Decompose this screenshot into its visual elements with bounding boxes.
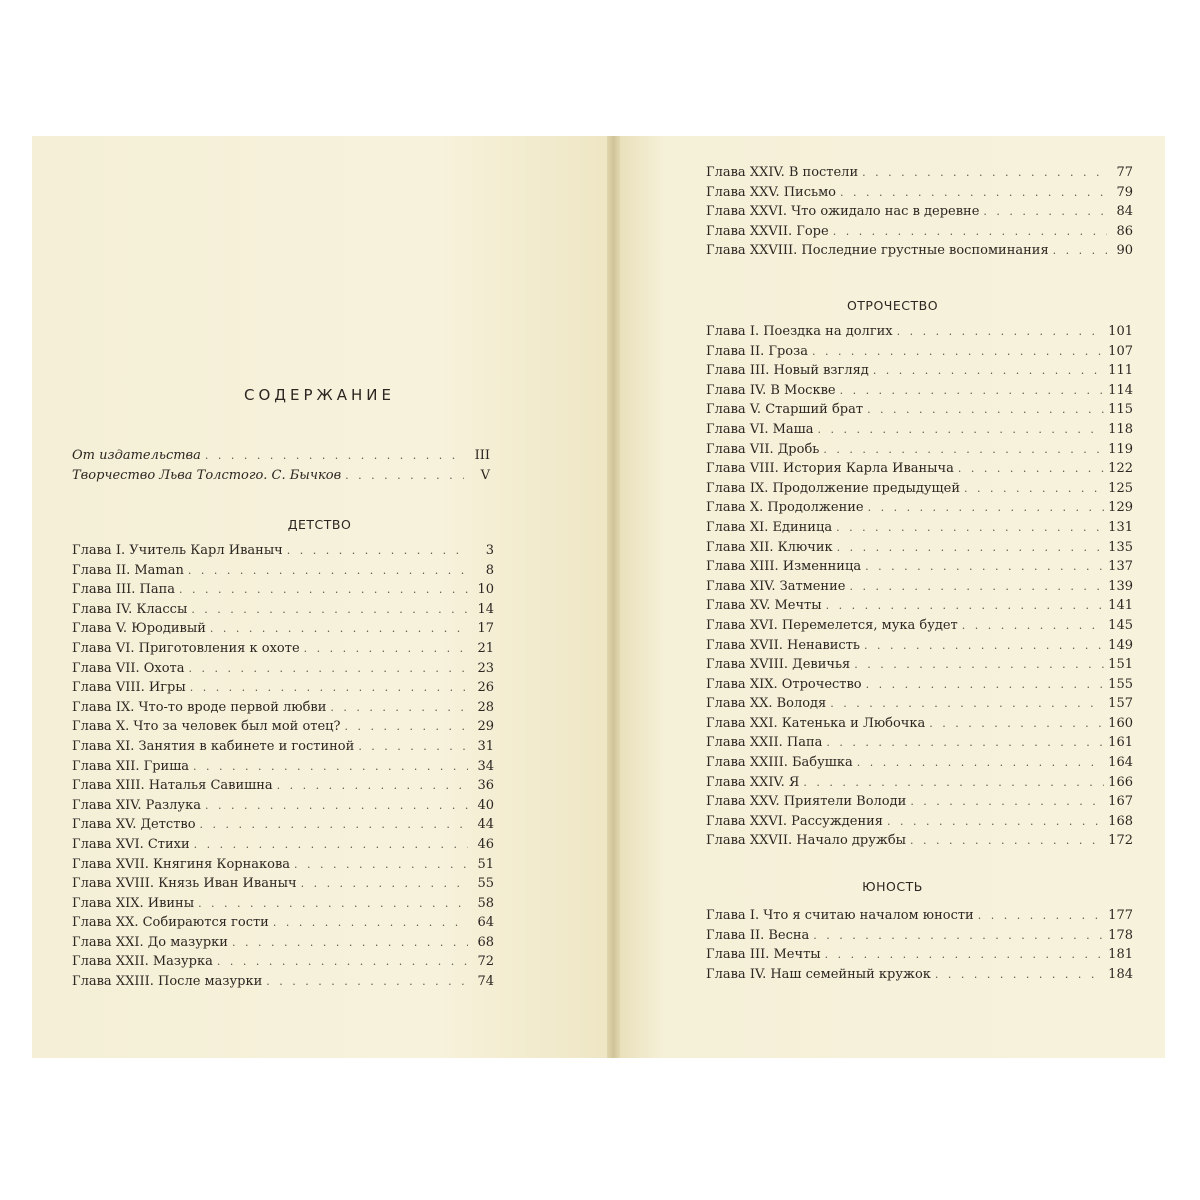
entry-title: Глава VII. Охота xyxy=(72,660,185,676)
leader-dots xyxy=(273,913,468,933)
toc-entry xyxy=(706,694,1133,714)
entry-page: 131 xyxy=(1108,519,1133,535)
entry-title: Глава XXI. До мазурки xyxy=(72,934,228,950)
leader-dots xyxy=(266,972,468,992)
leader-dots xyxy=(200,815,468,835)
entry-page: 51 xyxy=(477,856,494,872)
toc-entry xyxy=(706,906,1133,926)
toc-entry xyxy=(706,753,1133,773)
leader-dots xyxy=(1053,241,1107,261)
entry-page: 155 xyxy=(1108,676,1133,692)
leader-dots xyxy=(210,619,468,639)
leader-dots xyxy=(826,596,1105,616)
entry-page: 44 xyxy=(477,817,494,833)
entry-page: 17 xyxy=(477,621,494,637)
entry-page: 178 xyxy=(1108,927,1133,943)
section-title-detstvo: ДЕТСТВО xyxy=(287,517,352,532)
toc-entry xyxy=(706,342,1133,362)
entry-title: Глава XVII. Ненависть xyxy=(706,637,860,653)
toc-entry xyxy=(706,322,1133,342)
toc-entry xyxy=(706,945,1133,965)
leader-dots xyxy=(304,639,468,659)
entry-title: Глава III. Папа xyxy=(72,582,175,598)
entry-title: Глава XXI. Катенька и Любочка xyxy=(706,715,926,731)
entry-title: Глава XIII. Изменница xyxy=(706,559,862,575)
entry-page: 135 xyxy=(1108,539,1133,555)
left-page xyxy=(32,136,607,1058)
toc-entry xyxy=(706,361,1133,381)
leader-dots xyxy=(840,381,1105,401)
entry-title: Глава XII. Гриша xyxy=(72,758,190,774)
entry-title: Глава IX. Что-то вроде первой любви xyxy=(72,699,327,715)
entry-page: 184 xyxy=(1108,966,1133,982)
right-page xyxy=(620,136,1165,1058)
section-title-yunost: ЮНОСТЬ xyxy=(862,879,923,894)
toc-entry xyxy=(72,600,494,620)
entry-title: Глава XV. Мечты xyxy=(706,598,822,614)
entry-page: 28 xyxy=(477,699,494,715)
entry-page: 139 xyxy=(1108,578,1133,594)
leader-dots xyxy=(854,655,1104,675)
entry-title: Глава XIV. Затмение xyxy=(706,578,846,594)
toc-entry xyxy=(706,538,1133,558)
toc-entry xyxy=(706,616,1133,636)
entry-title: Глава XI. Занятия в кабинете и гостиной xyxy=(72,738,355,754)
entry-title: Глава II. Гроза xyxy=(706,343,808,359)
toc-entry xyxy=(72,737,494,757)
leader-dots xyxy=(836,518,1104,538)
entry-title: Глава XVIII. Князь Иван Иваныч xyxy=(72,876,297,892)
entry-title: Глава XXVI. Рассуждения xyxy=(706,813,884,829)
entry-page: 119 xyxy=(1108,441,1133,457)
toc-entry xyxy=(706,733,1133,753)
leader-dots xyxy=(232,933,468,953)
entry-title: Глава XVIII. Девичья xyxy=(706,657,851,673)
leader-dots xyxy=(803,773,1104,793)
toc-entry xyxy=(72,835,494,855)
leader-dots xyxy=(287,541,468,561)
chapter-list-detstvo xyxy=(72,541,494,992)
entry-page: 141 xyxy=(1108,598,1133,614)
leader-dots xyxy=(812,342,1104,362)
leader-dots xyxy=(830,694,1104,714)
section-title-otrochestvo: ОТРОЧЕСТВО xyxy=(846,298,939,313)
entry-title: Глава III. Мечты xyxy=(706,947,821,963)
entry-title: Глава IX. Продолжение предыдущей xyxy=(706,480,960,496)
entry-page: 34 xyxy=(477,758,494,774)
entry-page: 122 xyxy=(1108,461,1133,477)
entry-title: Творчество Льва Толстого. С. Бычков xyxy=(72,467,342,483)
entry-page: 168 xyxy=(1108,813,1133,829)
entry-title: Глава XX. Собираются гости xyxy=(72,915,269,931)
toc-entry xyxy=(706,222,1133,242)
entry-title: Глава XXIII. Бабушка xyxy=(706,755,853,771)
entry-page: V xyxy=(480,467,490,483)
leader-dots xyxy=(193,757,468,777)
entry-title: Глава XVI. Стихи xyxy=(72,836,190,852)
leader-dots xyxy=(897,322,1105,342)
entry-title: Глава XIX. Ивины xyxy=(72,895,195,911)
toc-entry xyxy=(72,619,494,639)
toc-entry xyxy=(706,926,1133,946)
leader-dots xyxy=(849,577,1104,597)
entry-page: 31 xyxy=(477,738,494,754)
leader-dots xyxy=(910,792,1104,812)
leader-dots xyxy=(887,812,1104,832)
toc-entry xyxy=(706,773,1133,793)
toc-entry xyxy=(72,639,494,659)
entry-title: Глава XIV. Разлука xyxy=(72,797,201,813)
chapter-list-yunost xyxy=(706,906,1133,984)
entry-title: Глава VI. Приготовления к охоте xyxy=(72,640,300,656)
entry-title: Глава XXVIII. Последние грустные воспоминания xyxy=(706,243,1049,259)
entry-page: 40 xyxy=(477,797,494,813)
toc-entry xyxy=(706,400,1133,420)
leader-dots xyxy=(962,616,1104,636)
leader-dots xyxy=(813,926,1104,946)
toc-entry xyxy=(706,577,1133,597)
entry-title: Глава V. Юродивый xyxy=(72,621,206,637)
entry-title: Глава XVII. Княгиня Корнакова xyxy=(72,856,291,872)
entry-title: Глава VIII. Игры xyxy=(72,680,186,696)
leader-dots xyxy=(294,855,468,875)
leader-dots xyxy=(818,420,1105,440)
entry-title: Глава II. Весна xyxy=(706,927,810,943)
entry-page: 125 xyxy=(1108,480,1133,496)
entry-page: 107 xyxy=(1108,343,1133,359)
entry-page: 115 xyxy=(1108,402,1133,418)
entry-page: 101 xyxy=(1108,324,1133,339)
entry-title: Глава X. Продолжение xyxy=(706,500,864,516)
toc-entry xyxy=(72,855,494,875)
leader-dots xyxy=(198,894,468,914)
leader-dots xyxy=(205,446,464,466)
leader-dots xyxy=(823,440,1104,460)
entry-title: От издательства xyxy=(72,448,201,463)
entry-title: Глава XII. Ключик xyxy=(706,539,833,555)
toc-entry xyxy=(72,796,494,816)
leader-dots xyxy=(862,163,1107,183)
toc-entry xyxy=(706,202,1133,222)
toc-entry xyxy=(706,714,1133,734)
toc-entry xyxy=(706,596,1133,616)
entry-page: 21 xyxy=(477,640,494,656)
entry-page: 172 xyxy=(1108,833,1133,849)
entry-title: Глава XXVII. Горе xyxy=(706,223,829,239)
entry-page: 160 xyxy=(1108,715,1133,731)
leader-dots xyxy=(964,479,1104,499)
leader-dots xyxy=(868,498,1105,518)
entry-title: Глава XXVI. Что ожидало нас в деревне xyxy=(706,204,980,220)
leader-dots xyxy=(194,835,468,855)
entry-page: 64 xyxy=(477,915,494,931)
toc-entry xyxy=(72,894,494,914)
entry-page: 177 xyxy=(1108,908,1133,923)
leader-dots xyxy=(929,714,1104,734)
toc-entry xyxy=(72,776,494,796)
leader-dots xyxy=(358,737,468,757)
entry-title: Глава VIII. История Карла Иваныча xyxy=(706,461,954,477)
toc-entry xyxy=(706,498,1133,518)
leader-dots xyxy=(179,580,468,600)
toc-entry xyxy=(706,831,1133,851)
entry-title: Глава XI. Единица xyxy=(706,519,833,535)
toc-entry xyxy=(706,241,1133,261)
entry-page: 77 xyxy=(1116,165,1133,180)
entry-title: Глава XV. Детство xyxy=(72,817,196,833)
entry-page: 46 xyxy=(477,836,494,852)
leader-dots xyxy=(867,400,1104,420)
leader-dots xyxy=(837,538,1105,558)
entry-page: 14 xyxy=(477,601,494,617)
toc-entry xyxy=(706,675,1133,695)
leader-dots xyxy=(857,753,1104,773)
book-gutter xyxy=(607,136,620,1058)
entry-title: Глава XIII. Наталья Савишна xyxy=(72,778,273,794)
entry-page: 129 xyxy=(1108,500,1133,516)
toc-entry xyxy=(72,972,494,992)
leader-dots xyxy=(958,459,1104,479)
leader-dots xyxy=(983,202,1107,222)
entry-title: Глава XVI. Перемелется, мука будет xyxy=(706,617,958,633)
entry-title: Глава I. Учитель Карл Иваныч xyxy=(72,543,283,558)
entry-page: 10 xyxy=(477,582,494,598)
entry-title: Глава XXIV. Я xyxy=(706,774,800,790)
entry-page: 26 xyxy=(477,680,494,696)
entry-page: 58 xyxy=(477,895,494,911)
leader-dots xyxy=(345,717,469,737)
toc-entry xyxy=(72,698,494,718)
entry-title: Глава XXV. Приятели Володи xyxy=(706,794,907,810)
entry-page: 29 xyxy=(477,719,494,735)
leader-dots xyxy=(826,733,1104,753)
entry-title: Глава XXII. Мазурка xyxy=(72,954,213,970)
toc-entry xyxy=(72,580,494,600)
entry-title: Глава XXV. Письмо xyxy=(706,184,837,200)
entry-page: 164 xyxy=(1108,755,1133,771)
leader-dots xyxy=(189,659,469,679)
toc-entry xyxy=(706,557,1133,577)
entry-page: 145 xyxy=(1108,617,1133,633)
entry-page: 157 xyxy=(1108,696,1133,712)
entry-title: Глава III. Новый взгляд xyxy=(706,363,869,379)
entry-page: 149 xyxy=(1108,637,1133,653)
toc-entry xyxy=(706,440,1133,460)
entry-page: 166 xyxy=(1108,774,1133,790)
entry-page: 68 xyxy=(477,934,494,950)
toc-entry xyxy=(706,381,1133,401)
entry-page: 137 xyxy=(1108,559,1133,575)
toc-entry xyxy=(72,446,490,466)
entry-title: Глава XXII. Папа xyxy=(706,735,823,751)
toc-entry xyxy=(72,952,494,972)
entry-page: 8 xyxy=(485,562,494,578)
toc-entry xyxy=(72,659,494,679)
leader-dots xyxy=(301,874,468,894)
entry-title: Глава IV. Наш семейный кружок xyxy=(706,966,931,982)
entry-page: 118 xyxy=(1108,421,1133,437)
toc-entry xyxy=(72,561,494,581)
leader-dots xyxy=(840,183,1107,203)
toc-entry xyxy=(72,757,494,777)
chapter-list-detstvo-continued xyxy=(706,163,1133,261)
entry-title: Глава XX. Володя xyxy=(706,696,827,712)
leader-dots xyxy=(978,906,1104,926)
toc-entry xyxy=(706,163,1133,183)
leader-dots xyxy=(277,776,468,796)
leader-dots xyxy=(935,965,1104,985)
leader-dots xyxy=(825,945,1105,965)
entry-page: 55 xyxy=(477,876,494,892)
entry-page: 151 xyxy=(1108,657,1133,673)
leader-dots xyxy=(188,561,468,581)
toc-entry xyxy=(706,183,1133,203)
entry-page: 23 xyxy=(477,660,494,676)
entry-title: Глава XXVII. Начало дружбы xyxy=(706,833,907,849)
leader-dots xyxy=(833,222,1107,242)
leader-dots xyxy=(330,698,468,718)
leader-dots xyxy=(190,678,468,698)
entry-page: 3 xyxy=(485,543,494,558)
entry-page: 74 xyxy=(477,974,494,990)
leader-dots xyxy=(345,466,464,486)
toc-entry xyxy=(72,466,490,486)
entry-page: 111 xyxy=(1108,363,1133,379)
toc-entry xyxy=(72,717,494,737)
entry-title: Глава XXIV. В постели xyxy=(706,165,859,180)
front-matter-list xyxy=(72,446,490,485)
toc-entry xyxy=(706,518,1133,538)
entry-page: 86 xyxy=(1116,223,1133,239)
toc-entry xyxy=(706,459,1133,479)
toc-entry xyxy=(72,815,494,835)
toc-entry xyxy=(72,933,494,953)
entry-page: 167 xyxy=(1108,794,1133,810)
leader-dots xyxy=(873,361,1104,381)
toc-entry xyxy=(706,965,1133,985)
entry-title: Глава X. Что за человек был мой отец? xyxy=(72,719,341,735)
entry-title: Глава IV. Классы xyxy=(72,601,188,617)
entry-page: 36 xyxy=(477,778,494,794)
entry-title: Глава XIX. Отрочество xyxy=(706,676,862,692)
toc-entry xyxy=(72,678,494,698)
entry-title: Глава VI. Маша xyxy=(706,421,814,437)
leader-dots xyxy=(191,600,468,620)
leader-dots xyxy=(205,796,468,816)
entry-page: 84 xyxy=(1116,204,1133,220)
entry-page: 114 xyxy=(1108,382,1133,398)
leader-dots xyxy=(864,636,1104,656)
toc-entry xyxy=(706,636,1133,656)
entry-page: 181 xyxy=(1108,947,1133,963)
toc-entry xyxy=(72,541,494,561)
leader-dots xyxy=(866,675,1105,695)
leader-dots xyxy=(217,952,468,972)
entry-page: 90 xyxy=(1116,243,1133,259)
leader-dots xyxy=(910,831,1104,851)
toc-entry xyxy=(72,913,494,933)
entry-title: Глава II. Maman xyxy=(72,562,184,578)
chapter-list-otrochestvo xyxy=(706,322,1133,851)
toc-entry xyxy=(706,479,1133,499)
entry-title: Глава V. Старший брат xyxy=(706,402,864,418)
entry-page: 72 xyxy=(477,954,494,970)
toc-entry xyxy=(72,874,494,894)
entry-title: Глава VII. Дробь xyxy=(706,441,820,457)
entry-title: Глава XXIII. После мазурки xyxy=(72,974,263,990)
toc-entry xyxy=(706,655,1133,675)
entry-page: 79 xyxy=(1116,184,1133,200)
entry-title: Глава I. Поездка на долгих xyxy=(706,324,893,339)
toc-entry xyxy=(706,792,1133,812)
leader-dots xyxy=(865,557,1104,577)
contents-title: СОДЕРЖАНИЕ xyxy=(244,386,395,404)
entry-page: 161 xyxy=(1108,735,1133,751)
entry-title: Глава I. Что я считаю началом юности xyxy=(706,908,974,923)
entry-title: Глава IV. В Москве xyxy=(706,382,836,398)
toc-entry xyxy=(706,420,1133,440)
entry-page: III xyxy=(474,448,490,463)
toc-entry xyxy=(706,812,1133,832)
